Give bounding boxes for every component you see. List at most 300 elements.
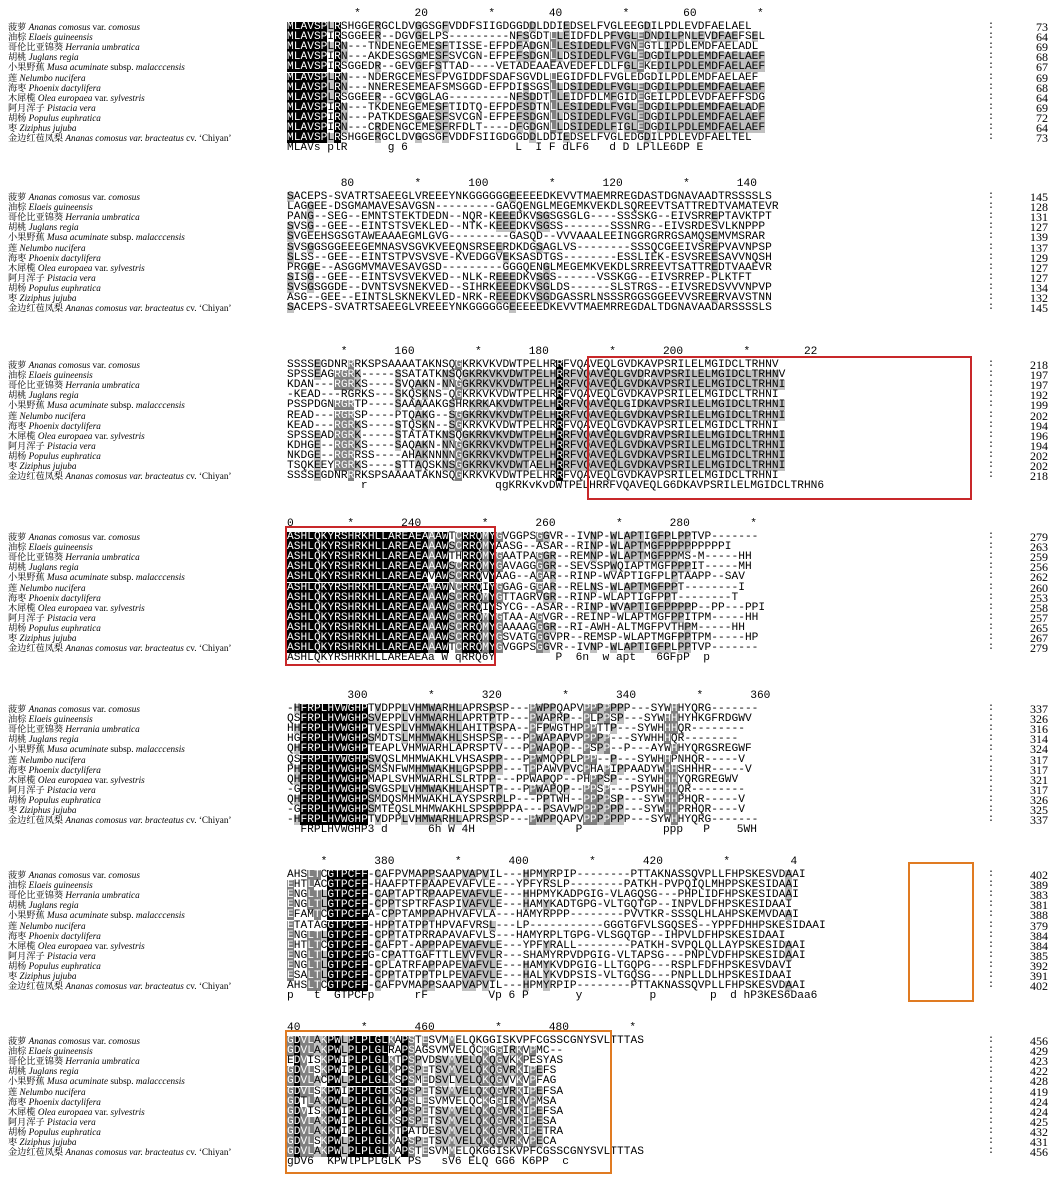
species-chinese-name: 金边红苞凤梨 xyxy=(8,643,66,654)
species-chinese-name: 哥伦比亚锦葵 xyxy=(8,380,66,391)
species-latin-name: Populus euphratica xyxy=(28,112,101,123)
species-chinese-name: 木犀榄 xyxy=(8,430,38,441)
species-chinese-name: 小果野蕉 xyxy=(8,910,48,921)
species-chinese-name: 胡桃 xyxy=(8,900,29,911)
species-infraspecific-name: sylvestris xyxy=(110,774,145,785)
residue-count: 253 xyxy=(1030,590,1048,605)
species-latin-name: Phoenix dactylifera xyxy=(28,764,101,775)
residue-count: 145 xyxy=(1030,301,1048,316)
alignment-block xyxy=(0,8,1052,153)
separator: : xyxy=(988,101,995,113)
species-rank: subsp. xyxy=(108,232,136,243)
residue-count: 73 xyxy=(1036,20,1048,34)
species-latin-name: Olea europaea xyxy=(37,774,93,785)
residue-count: 337 xyxy=(1030,702,1048,716)
species-latin-name: Elaeis guineensis xyxy=(28,202,93,213)
residue-count: 429 xyxy=(1030,1044,1048,1059)
separator: : xyxy=(988,261,995,273)
domain-highlight-box xyxy=(285,1030,612,1174)
species-label xyxy=(8,755,284,765)
species-label xyxy=(8,212,284,222)
species-label xyxy=(8,532,284,542)
species-rank: subsp. xyxy=(108,400,136,411)
position-ruler: 40 * 460 * 480 * xyxy=(287,1022,637,1034)
sequence: KDAN---RGRKS----SVQAKN-NNGGKRKVKVDWTPELHRRFVQAVEQLGVDKAVPSRILELMGIDCLTRHNI xyxy=(287,379,786,392)
species-rank: var. xyxy=(92,92,111,103)
species-label xyxy=(8,880,284,890)
position-ruler: 80 * 100 * 120 * 140 xyxy=(287,178,757,190)
species-label xyxy=(8,552,284,562)
separator: : xyxy=(988,51,995,63)
alignment-row xyxy=(0,60,1052,75)
species-rank: var. xyxy=(90,532,109,542)
separator: : xyxy=(988,1045,995,1057)
residue-count: 194 xyxy=(1030,418,1048,433)
separator: : xyxy=(988,601,995,613)
alignment-row xyxy=(0,580,1052,595)
residue-count: 267 xyxy=(1030,631,1048,645)
species-chinese-name: 菠萝 xyxy=(8,532,29,542)
residue-count: 67 xyxy=(1036,60,1048,75)
species-chinese-name: 菠萝 xyxy=(8,360,29,370)
species-label xyxy=(8,103,284,113)
species-label xyxy=(8,83,284,93)
residue-count: 128 xyxy=(1030,200,1048,215)
sequence: MLAVSPIRN---TKDENEGEMESFTIDTQ-EFPDFSDTNLLESIDEDLFVGLEDGDILPDLEMDFAELADF xyxy=(287,101,766,114)
species-label xyxy=(8,303,284,313)
residue-count: 259 xyxy=(1030,550,1048,565)
species-chinese-name: 金边红苞凤梨 xyxy=(8,303,66,314)
residue-count: 424 xyxy=(1030,1094,1048,1109)
position-ruler: * 160 * 180 * 200 * 22 xyxy=(287,346,818,358)
species-label xyxy=(8,243,284,253)
sequence: GDVLAKPWLPLPLGLKAPSTESVMMELQKGGISKVPFCGSSCGNYSVLTTTAS xyxy=(287,1035,644,1047)
sequence: QSFRPLHVWGHPSVQSLMHMWAKHLVHSASPP---PPWMQPPLPPP--P---SYWHHPNHQR-----V xyxy=(287,753,745,766)
species-label xyxy=(8,461,284,471)
species-rank: var. xyxy=(90,1036,109,1046)
species-chinese-name: 胡桃 xyxy=(8,390,29,401)
separator: : xyxy=(988,292,995,303)
sequence: SPSSEAGRGRK-----SSATATKNSQGKRKVKVDWTPELHRRFVQAVEQLGVDRAVPSRILELMGIDCLTRHNV xyxy=(287,369,786,382)
species-label xyxy=(8,253,284,263)
species-latin-name: Pistacia vera xyxy=(47,102,96,113)
species-chinese-name: 海枣 xyxy=(8,420,29,431)
species-chinese-name: 小果野蕉 xyxy=(8,232,48,243)
species-latin-name: Ziziphus jujuba xyxy=(19,805,77,815)
residue-count: 197 xyxy=(1030,368,1048,383)
species-label xyxy=(8,1127,284,1137)
species-rank: var. xyxy=(92,774,111,785)
sequence: GDTLAKPWLPLPLGLKAPSLESVMVELQCKGGIRKVPMSA xyxy=(287,1095,557,1108)
species-latin-name: Ananas comosus xyxy=(28,22,91,32)
species-chinese-name: 金边红苞凤梨 xyxy=(8,1147,66,1158)
separator: : xyxy=(988,571,995,583)
residue-count: 202 xyxy=(1030,459,1048,473)
sequence: ENGLTLGTPCFF-CPLATRFAPPAPEVAFVLE---HAMYKVDPGIG-LLTGQPG---RSPLFDFHPSKESVDAVI xyxy=(287,959,793,972)
species-label xyxy=(8,593,284,603)
separator: : xyxy=(988,91,995,103)
species-infraspecific-name: malacccensis xyxy=(135,400,185,411)
species-chinese-name: 哥伦比亚锦葵 xyxy=(8,1056,66,1067)
position-ruler: * 20 * 40 * 60 * xyxy=(287,8,764,20)
species-chinese-name: 金边红苞凤梨 xyxy=(8,471,66,482)
species-latin-name: Nelumbo nucifera xyxy=(19,410,86,421)
sequence: MLAVSPLRSHGGERGCLDVGGSGFVDDFSIIGDGGDDLDDIEDSELFVGLEEGDILPDLEVDFAELAEL xyxy=(287,21,752,33)
residue-count: 69 xyxy=(1036,40,1048,55)
species-latin-name: Pistacia vera xyxy=(47,612,96,623)
sequence: MLAVSPLRN---NDERGCEMESFPVGIDDFSDAFSGVDLLEGIDFDLFVGLEDGDILPDLEMDFAELAEF xyxy=(287,71,759,84)
alignment-block xyxy=(0,856,1052,1001)
residue-count: 197 xyxy=(1030,378,1048,393)
species-rank: cv. xyxy=(183,471,199,482)
residue-count: 279 xyxy=(1030,530,1048,544)
species-rank: cv. xyxy=(183,303,199,314)
cultivar-name: ‘Chiyan’ xyxy=(198,303,232,314)
sequence: MLAVSPLRSHGGERGCLDVGGSGFVDDFSIIGDGGDDLDDIEDSELFVGLEDGDILPDLEVDFAELTEL xyxy=(287,132,752,145)
species-chinese-name: 海枣 xyxy=(8,82,29,93)
species-latin-name: Ananas comosus xyxy=(28,1036,91,1046)
residue-count: 194 xyxy=(1030,438,1048,453)
separator: : xyxy=(988,743,995,755)
species-latin-name: Ananas comosus xyxy=(28,192,91,202)
sequence: GDVLSKPWIPLPLGLKSPSPETSVMVELQKQGVRKIPEFSA xyxy=(287,1085,564,1098)
species-label xyxy=(8,283,284,293)
species-chinese-name: 金边红苞凤梨 xyxy=(8,981,66,992)
separator: : xyxy=(988,703,995,714)
species-chinese-name: 油棕 xyxy=(8,370,29,381)
species-latin-name: Phoenix dactylifera xyxy=(28,252,101,263)
separator: : xyxy=(988,733,995,745)
separator: : xyxy=(988,231,995,243)
species-latin-name: Olea europaea xyxy=(37,430,93,441)
species-label xyxy=(8,1097,284,1107)
species-chinese-name: 小果野蕉 xyxy=(8,744,48,755)
species-rank: var. xyxy=(90,704,109,714)
domain-highlight-box xyxy=(587,356,972,500)
domain-highlight-box xyxy=(908,862,974,1002)
separator: : xyxy=(988,980,995,992)
sequence: ASHLQKYRSHRKHLLAREAEAAAWSCRRQIYSYCG--ASAR--RINP-WVAPTIGFPPPPP--PP---PPI xyxy=(287,601,766,614)
species-infraspecific-name: malacccensis xyxy=(135,910,185,921)
separator: : xyxy=(988,561,995,573)
separator: : xyxy=(988,379,995,391)
separator: : xyxy=(988,581,995,593)
species-label xyxy=(8,93,284,103)
species-chinese-name: 菠萝 xyxy=(8,192,29,202)
sequence: EFAMTCGTPCFFA-CPPTAMPPAPHVAFVLA---HAMYRPPP--------PVVTKR-SSSQLHLAHPSKEMVDAAI xyxy=(287,909,799,922)
species-latin-name: Herrania umbratica xyxy=(65,552,140,563)
species-latin-name: Elaeis guineensis xyxy=(28,32,93,43)
species-latin-name: Olea europaea xyxy=(37,262,93,273)
species-latin-name: Ananas comosus xyxy=(28,532,91,542)
residue-count: 402 xyxy=(1030,868,1048,882)
cultivar-name: ‘Chiyan’ xyxy=(198,981,232,992)
residue-count: 202 xyxy=(1030,408,1048,423)
species-chinese-name: 哥伦比亚锦葵 xyxy=(8,724,66,735)
alignment-row xyxy=(0,570,1052,585)
separator: : xyxy=(988,970,995,981)
species-infraspecific-name: sylvestris xyxy=(110,430,145,441)
separator: : xyxy=(988,302,995,314)
residue-count: 73 xyxy=(1036,131,1048,146)
species-infraspecific-name: comosus xyxy=(108,360,140,370)
sequence: QHFRPLHVWGHPTEAPLVHMWARHLAPRSPTV---PPWAPQP--PSPP--P---AYWHHYQRGSREGWF xyxy=(287,743,752,756)
species-label xyxy=(8,62,284,72)
species-label xyxy=(8,542,284,552)
alignment-row xyxy=(0,301,1052,316)
sequence: MLAVSPLRSGGEER--GCVGGLAG---------NFSDDTLLEIDFDLMFGIDEGEILPDLEVDFAEFFSDG xyxy=(287,91,766,104)
species-latin-name: Musa acuminate xyxy=(47,572,109,583)
separator: : xyxy=(988,1075,995,1087)
species-infraspecific-name: sylvestris xyxy=(110,1106,145,1117)
residue-count: 316 xyxy=(1030,722,1048,737)
species-chinese-name: 枣 xyxy=(8,971,20,981)
species-chinese-name: 木犀榄 xyxy=(8,774,38,785)
residue-count: 199 xyxy=(1030,398,1048,413)
species-latin-name: Ananas comosus var. bracteatus xyxy=(65,981,184,992)
species-latin-name: Ananas comosus xyxy=(28,360,91,370)
residue-count: 68 xyxy=(1036,50,1048,65)
species-label xyxy=(8,931,284,941)
species-chinese-name: 枣 xyxy=(8,293,20,303)
species-latin-name: Ananas comosus var. bracteatus xyxy=(65,815,184,826)
species-label xyxy=(8,900,284,910)
sequence: AHSLTCGTPCFF-CAFPVMAPPSAAPVAPVIL---HPMYRPIP--------PTTAKNASSQVPLLFHPSKESVDAAI xyxy=(287,980,806,993)
species-infraspecific-name: comosus xyxy=(108,870,140,880)
species-chinese-name: 阿月浑子 xyxy=(8,612,48,623)
species-label xyxy=(8,1046,284,1056)
species-latin-name: Ziziphus jujuba xyxy=(19,461,77,471)
residue-count: 428 xyxy=(1030,1074,1048,1089)
separator: : xyxy=(988,281,995,293)
alignment-row xyxy=(0,752,1052,767)
species-label xyxy=(8,890,284,900)
species-label xyxy=(8,572,284,582)
species-rank: var. xyxy=(90,360,109,370)
species-latin-name: Nelumbo nucifera xyxy=(19,582,86,593)
separator: : xyxy=(988,449,995,461)
species-chinese-name: 哥伦比亚锦葵 xyxy=(8,552,66,563)
species-latin-name: Musa acuminate xyxy=(47,744,109,755)
residue-count: 317 xyxy=(1030,752,1048,767)
residue-count: 137 xyxy=(1030,240,1048,255)
residue-count: 456 xyxy=(1030,1145,1048,1160)
species-latin-name: Musa acuminate xyxy=(47,910,109,921)
residue-count: 134 xyxy=(1030,280,1048,295)
species-chinese-name: 胡杨 xyxy=(8,794,29,805)
species-chinese-name: 油棕 xyxy=(8,202,29,213)
residue-count: 317 xyxy=(1030,782,1048,797)
species-latin-name: Ziziphus jujuba xyxy=(19,633,77,643)
residue-count: 64 xyxy=(1036,30,1048,45)
species-chinese-name: 胡杨 xyxy=(8,450,29,461)
separator: : xyxy=(988,1115,995,1127)
sequence: SVGEEHSGSGTAWEAAAEGMLGVG---------GASQD--VVVAAALEEINGGRGRRGSAMQSEMVMSRAR xyxy=(287,231,766,244)
alignment-block xyxy=(0,690,1052,835)
residue-count: 69 xyxy=(1036,100,1048,115)
separator: : xyxy=(988,879,995,891)
species-label xyxy=(8,1056,284,1066)
species-latin-name: Ananas comosus var. bracteatus xyxy=(65,303,184,314)
species-label xyxy=(8,73,284,83)
species-chinese-name: 莲 xyxy=(8,754,20,765)
species-chinese-name: 莲 xyxy=(8,72,20,83)
sequence: HHFRPLHVWGHPTVESPLVHMWAKHLAHITPSPA--PFPWGTHPPPTTP---SYWHHHQR-------- xyxy=(287,723,745,736)
sequence: EHTLTCGTPCFF-CAFPT-APPPAPEVAFVLE---YPFYRALL--------PATKH-SVPQLQLLAYPSKESIDAAI xyxy=(287,939,806,952)
residue-count: 317 xyxy=(1030,762,1048,777)
species-rank: var. xyxy=(92,262,111,273)
species-latin-name: Juglans regia xyxy=(28,390,79,401)
species-latin-name: Juglans regia xyxy=(28,562,79,573)
species-latin-name: Herrania umbratica xyxy=(65,42,140,53)
sequence: ASHLQKYRSHRKHLLAREAEAVAWSCRRQVYAAG--AGAR--RINP-WVAPTIGFPLPTAAPP--SAV xyxy=(287,571,745,584)
separator: : xyxy=(988,1125,995,1137)
species-latin-name: Musa acuminate xyxy=(47,232,109,243)
separator: : xyxy=(988,470,995,482)
species-label xyxy=(8,775,284,785)
species-latin-name: Musa acuminate xyxy=(47,1076,109,1087)
sequence: SVSGSGGDE--DVNTSVSNEKVED--SIHRKEEEDKVSGLDS------SLSTRGS--EIVSREDSVVVNPVP xyxy=(287,281,772,294)
species-chinese-name: 阿月浑子 xyxy=(8,1116,48,1127)
separator: : xyxy=(988,419,995,431)
species-label xyxy=(8,133,284,143)
species-latin-name: Nelumbo nucifera xyxy=(19,242,86,253)
species-rank: cv. xyxy=(183,1147,199,1158)
separator: : xyxy=(988,713,995,725)
residue-count: 324 xyxy=(1030,742,1048,757)
species-infraspecific-name: malacccensis xyxy=(135,744,185,755)
species-label xyxy=(8,42,284,52)
species-label xyxy=(8,471,284,481)
separator: : xyxy=(988,201,995,213)
species-infraspecific-name: comosus xyxy=(108,704,140,714)
species-label xyxy=(8,785,284,795)
species-latin-name: Olea europaea xyxy=(37,940,93,951)
sequence: TSQKEEYRGRKS----STTAQSKNSGGKRKVKVDWTAELHRRFVQAVEQLGVDKAVPSRILELMGIDCLTRHNI xyxy=(287,460,786,472)
separator: : xyxy=(988,814,995,826)
sequence: GDVLAKPWLPLPLGLRAPSAGSVMVELQCKGGIRKVPMC-- xyxy=(287,1045,564,1058)
species-label xyxy=(8,421,284,431)
consensus-line: gDV6 KPWlPLPLGLK PS sV6 ELQ GG6 K6PP c xyxy=(287,1156,569,1169)
species-label xyxy=(8,765,284,775)
species-latin-name: Ziziphus jujuba xyxy=(19,971,77,981)
sequence: ASHLQKYRSHRKHLLAREAEAAAWSCRRQMYAASG--ASAR--RINP-WLAPTMGFPPPPPPPPPI xyxy=(287,541,732,554)
cultivar-name: ‘Chiyan’ xyxy=(198,643,232,654)
position-ruler: 300 * 320 * 340 * 360 xyxy=(287,690,771,702)
species-infraspecific-name: comosus xyxy=(108,1036,140,1046)
species-latin-name: Populus euphratica xyxy=(28,794,101,805)
residue-count: 431 xyxy=(1030,1135,1048,1149)
separator: : xyxy=(988,61,995,73)
residue-count: 145 xyxy=(1030,190,1048,204)
species-infraspecific-name: sylvestris xyxy=(110,262,145,273)
species-label xyxy=(8,910,284,920)
species-label xyxy=(8,562,284,572)
species-chinese-name: 金边红苞凤梨 xyxy=(8,133,66,144)
residue-count: 384 xyxy=(1030,938,1048,953)
species-label xyxy=(8,1076,284,1086)
sequence: MLAVSPIRSGGEDR--GEVGEFSTTAD----VETADEAAEAVEDEFLDLFGLEKEDILPDLEMDFAELAEF xyxy=(287,61,766,74)
species-latin-name: Phoenix dactylifera xyxy=(28,930,101,941)
sequence: PRGGE--ASGGMVMAVESAVGSD---------GGGQENGLMEGEMKVEKDLSRREEVTSATTREDTVAAEVR xyxy=(287,261,772,274)
species-latin-name: Ananas comosus xyxy=(28,704,91,714)
sequence: ASHLQKYRSHRKHLLAREAEAAAWSCRRQMYGAVAGGGGR--SEVSSPWQIAPTMGFPPPIT-----MH xyxy=(287,561,752,574)
species-label xyxy=(8,951,284,961)
sequence: ENGLTLGTPCFF-CPPTSPTRFASPIVAFVLE---HAMYKADTGPG-VLTGQTGP--INPVLDFHPSKESIDAAI xyxy=(287,899,793,912)
separator: : xyxy=(988,71,995,83)
separator: : xyxy=(988,899,995,911)
sequence: KDHGE--RGRKS----SAQAKN-NNGGKRKVKVDWTPELHRRFVQAVEQLGVDKAVPSRILELMGIDCLTRHNI xyxy=(287,439,786,452)
species-label xyxy=(8,22,284,32)
cultivar-name: ‘Chiyan’ xyxy=(198,815,232,826)
species-rank: var. xyxy=(90,870,109,880)
species-infraspecific-name: comosus xyxy=(108,22,140,32)
sequence: ASHLQKYRSHRKHLLAREAEAAAWTCRRQMYGVGGPSGGVR--IVNP-WLAPTIGFPLPPTVP------- xyxy=(287,642,759,655)
residue-count: 379 xyxy=(1030,918,1048,933)
separator: : xyxy=(988,939,995,951)
species-label xyxy=(8,232,284,242)
sequence: -GFRPLHVWGHPSVGSPLVHMWAKHLAHSPTP---PPWAPQP--PPSP---PSYWHHHQR-------- xyxy=(287,783,745,796)
alignment-row xyxy=(0,230,1052,245)
species-latin-name: Pistacia vera xyxy=(47,950,96,961)
residue-count: 385 xyxy=(1030,948,1048,963)
residue-count: 132 xyxy=(1030,291,1048,305)
domain-highlight-box xyxy=(285,526,496,666)
species-label xyxy=(8,744,284,754)
separator: : xyxy=(988,439,995,451)
species-latin-name: Populus euphratica xyxy=(28,1126,101,1137)
residue-count: 392 xyxy=(1030,958,1048,973)
residue-count: 257 xyxy=(1030,610,1048,625)
separator: : xyxy=(988,191,995,202)
species-chinese-name: 阿月浑子 xyxy=(8,950,48,961)
sequence: SACEPS-SVATRTSAEEGLVREEEYNKGGGGGGEEEEEDKEVVTMAEMRREGDALTDGNAVAADARSSSSLS xyxy=(287,302,772,315)
residue-count: 64 xyxy=(1036,90,1048,105)
consensus-line: ASHLQKYRSHRKHLLAREAEAa W qRRQ6Y P 6n w apt 6GFpP p xyxy=(287,652,710,665)
species-rank: cv. xyxy=(183,815,199,826)
residue-count: 425 xyxy=(1030,1114,1048,1129)
species-latin-name: Ananas comosus var. bracteatus xyxy=(65,133,184,144)
species-chinese-name: 木犀榄 xyxy=(8,1106,38,1117)
sequence: LAGGEE-DSGMAMAVESAVGSN---------GAGQENGLMEGEMKVEKDLSQREEVTSATTREDTVAMATEVR xyxy=(287,201,779,214)
sequence: READ---RGRSP----PTQAKG--SGGKRKVKVDWTPELHRRFVQAVEQLGVDKAVPSRILELMGIDCLTRHNI xyxy=(287,409,786,422)
species-label xyxy=(8,192,284,202)
sequence: ASHLQKYRSHRKHLLAREAEAAAWSCRRQMYGTTAGRVGR--RINP-WLAPTIGFPPT--------T xyxy=(287,591,739,604)
species-label xyxy=(8,643,284,653)
species-label xyxy=(8,613,284,623)
species-latin-name: Ananas comosus xyxy=(28,870,91,880)
separator: : xyxy=(988,723,995,735)
species-rank: subsp. xyxy=(108,1076,136,1087)
species-chinese-name: 阿月浑子 xyxy=(8,272,48,283)
species-label xyxy=(8,123,284,133)
alignment-row xyxy=(0,908,1052,923)
separator: : xyxy=(988,241,995,253)
species-latin-name: Phoenix dactylifera xyxy=(28,1096,101,1107)
species-infraspecific-name: sylvestris xyxy=(110,940,145,951)
sequence: PSSPDGNRGRTP----SAAAAAKGSHRKRKAKVDWTPELHRRFVQAVEQLGIDKAVPSRILELMGIDCLTRHNI xyxy=(287,399,786,412)
species-rank: cv. xyxy=(183,981,199,992)
separator: : xyxy=(988,399,995,411)
residue-count: 423 xyxy=(1030,1054,1048,1069)
species-latin-name: Musa acuminate xyxy=(47,400,109,411)
residue-count: 389 xyxy=(1030,878,1048,893)
consensus-line: FRPLHVWGHP3 d 6h W 4H P ppp P 5WH xyxy=(287,824,757,837)
separator: : xyxy=(988,773,995,785)
species-label xyxy=(8,714,284,724)
separator: : xyxy=(988,122,995,133)
separator: : xyxy=(988,81,995,93)
